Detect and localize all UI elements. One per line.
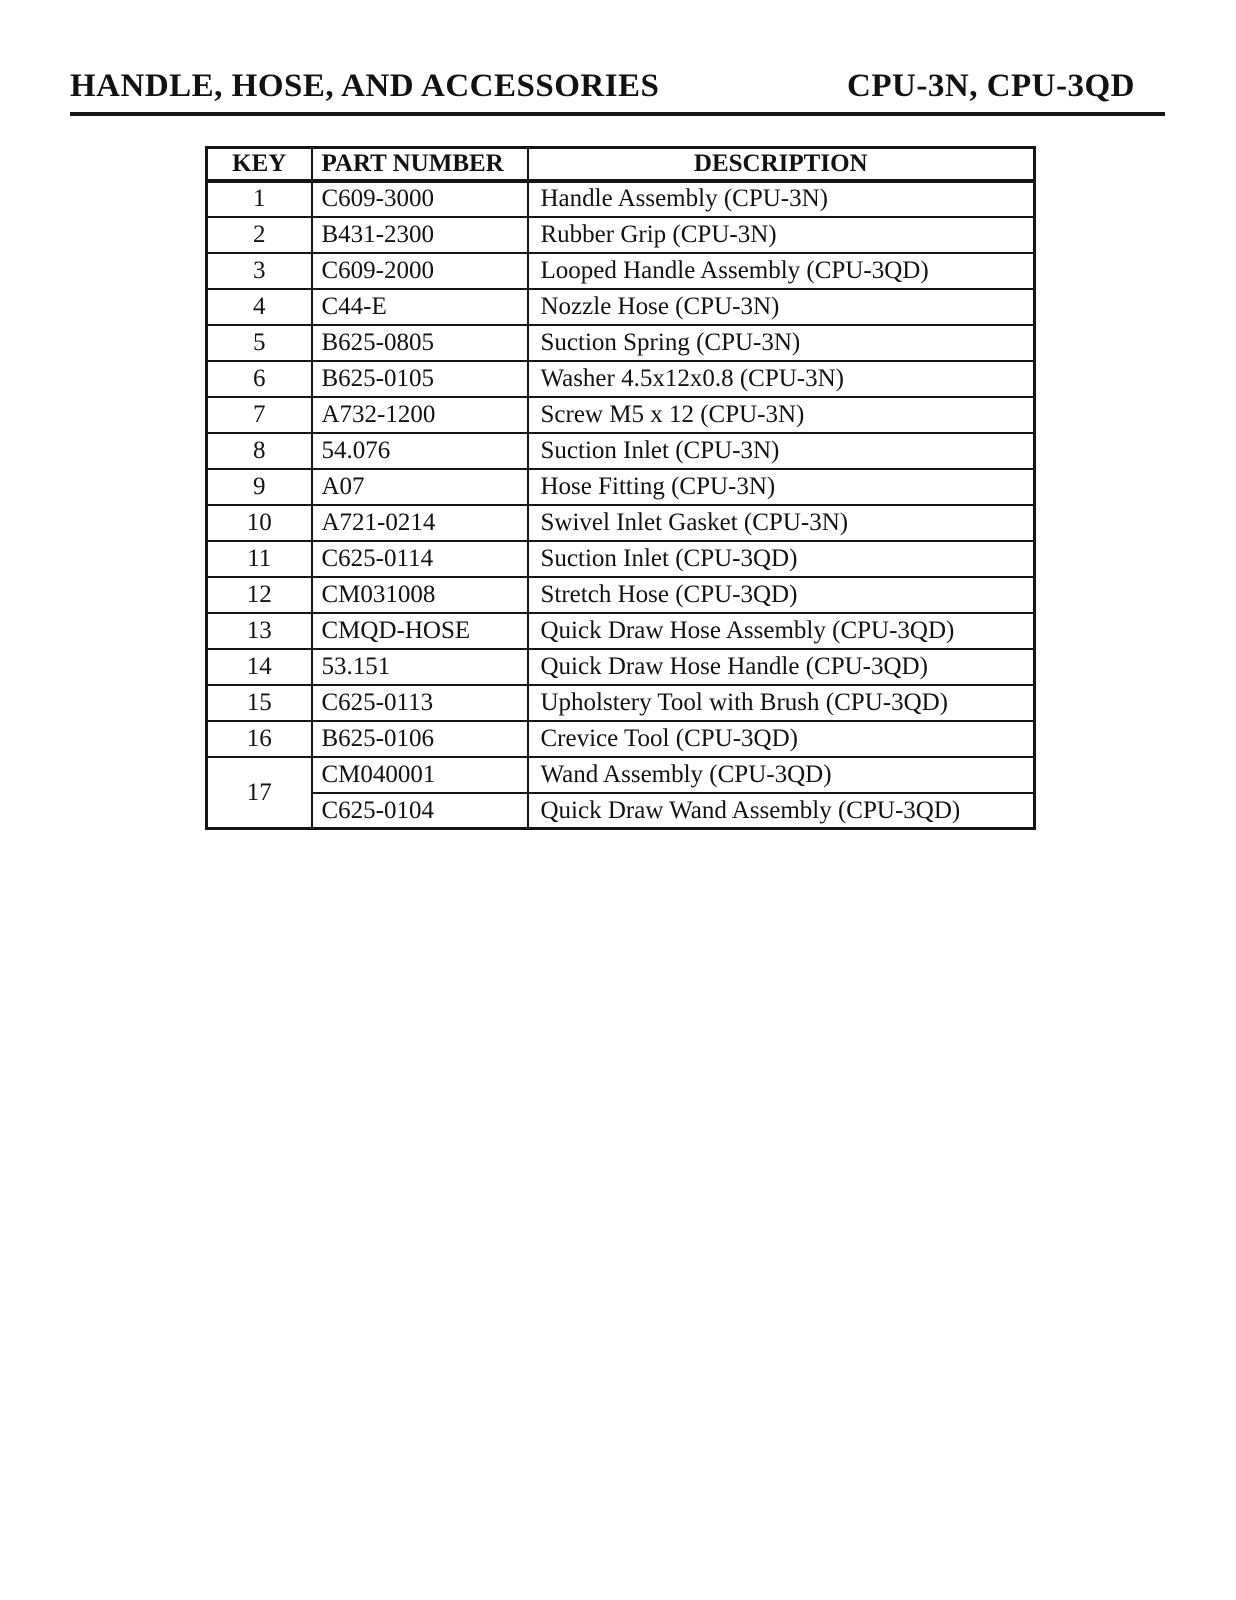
table-row (207, 685, 1035, 721)
page-title: HANDLE, HOSE, AND ACCESSORIES (70, 68, 660, 104)
key-cell: 8 (207, 433, 312, 469)
table-header-row (207, 148, 1035, 181)
description-cell: Rubber Grip (CPU-3N) (528, 217, 1035, 253)
key-cell: 13 (207, 613, 312, 649)
column-header-part-number: PART NUMBER (312, 148, 528, 181)
part-number-cell: C625-0113 (312, 685, 528, 721)
table-row (207, 181, 1035, 217)
key-cell: 12 (207, 577, 312, 613)
table-row (207, 397, 1035, 433)
part-number-cell: CMQD-HOSE (312, 613, 528, 649)
table-row (207, 541, 1035, 577)
part-number-cell: CM031008 (312, 577, 528, 613)
description-cell: Quick Draw Wand Assembly (CPU-3QD) (528, 793, 1035, 829)
description-cell: Upholstery Tool with Brush (CPU-3QD) (528, 685, 1035, 721)
part-number-cell: A732-1200 (312, 397, 528, 433)
table-row (207, 469, 1035, 505)
part-number-cell: B625-0106 (312, 721, 528, 757)
part-number-cell: C625-0114 (312, 541, 528, 577)
key-cell: 1 (207, 181, 312, 217)
table-row (207, 721, 1035, 757)
description-cell: Quick Draw Hose Handle (CPU-3QD) (528, 649, 1035, 685)
description-cell: Wand Assembly (CPU-3QD) (528, 757, 1035, 793)
key-cell: 6 (207, 361, 312, 397)
key-cell: 2 (207, 217, 312, 253)
table-row (207, 361, 1035, 397)
description-cell: Nozzle Hose (CPU-3N) (528, 289, 1035, 325)
part-number-cell: C44-E (312, 289, 528, 325)
part-number-cell: A721-0214 (312, 505, 528, 541)
part-number-cell: 53.151 (312, 649, 528, 685)
part-number-cell: A07 (312, 469, 528, 505)
parts-table (205, 146, 1036, 830)
description-cell: Stretch Hose (CPU-3QD) (528, 577, 1035, 613)
key-cell: 10 (207, 505, 312, 541)
description-cell: Washer 4.5x12x0.8 (CPU-3N) (528, 361, 1035, 397)
table-row (207, 217, 1035, 253)
part-number-cell: B625-0105 (312, 361, 528, 397)
description-cell: Crevice Tool (CPU-3QD) (528, 721, 1035, 757)
table-row (207, 505, 1035, 541)
part-number-cell: 54.076 (312, 433, 528, 469)
key-cell-spanning: 17 (207, 757, 312, 829)
table-row (207, 577, 1035, 613)
table-row (207, 253, 1035, 289)
table-row (207, 325, 1035, 361)
part-number-cell: CM040001 (312, 757, 528, 793)
description-cell: Hose Fitting (CPU-3N) (528, 469, 1035, 505)
key-cell: 9 (207, 469, 312, 505)
part-number-cell: B431-2300 (312, 217, 528, 253)
page-header (70, 68, 1165, 116)
table-row (207, 757, 1035, 793)
page-subtitle-models: CPU-3N, CPU-3QD (847, 68, 1135, 104)
table-row (207, 649, 1035, 685)
part-number-cell: C609-3000 (312, 181, 528, 217)
key-cell: 14 (207, 649, 312, 685)
column-header-description: DESCRIPTION (528, 148, 1035, 181)
description-cell: Suction Spring (CPU-3N) (528, 325, 1035, 361)
description-cell: Suction Inlet (CPU-3QD) (528, 541, 1035, 577)
description-cell: Swivel Inlet Gasket (CPU-3N) (528, 505, 1035, 541)
key-cell: 3 (207, 253, 312, 289)
description-cell: Looped Handle Assembly (CPU-3QD) (528, 253, 1035, 289)
key-cell: 15 (207, 685, 312, 721)
key-cell: 7 (207, 397, 312, 433)
key-cell: 4 (207, 289, 312, 325)
table-row (207, 433, 1035, 469)
part-number-cell: C625-0104 (312, 793, 528, 829)
part-number-cell: B625-0805 (312, 325, 528, 361)
key-cell: 5 (207, 325, 312, 361)
description-cell: Suction Inlet (CPU-3N) (528, 433, 1035, 469)
description-cell: Screw M5 x 12 (CPU-3N) (528, 397, 1035, 433)
table-row (207, 613, 1035, 649)
table-row (207, 289, 1035, 325)
description-cell: Handle Assembly (CPU-3N) (528, 181, 1035, 217)
key-cell: 16 (207, 721, 312, 757)
table-row (207, 793, 1035, 829)
description-cell: Quick Draw Hose Assembly (CPU-3QD) (528, 613, 1035, 649)
column-header-key: KEY (207, 148, 312, 181)
part-number-cell: C609-2000 (312, 253, 528, 289)
key-cell: 11 (207, 541, 312, 577)
